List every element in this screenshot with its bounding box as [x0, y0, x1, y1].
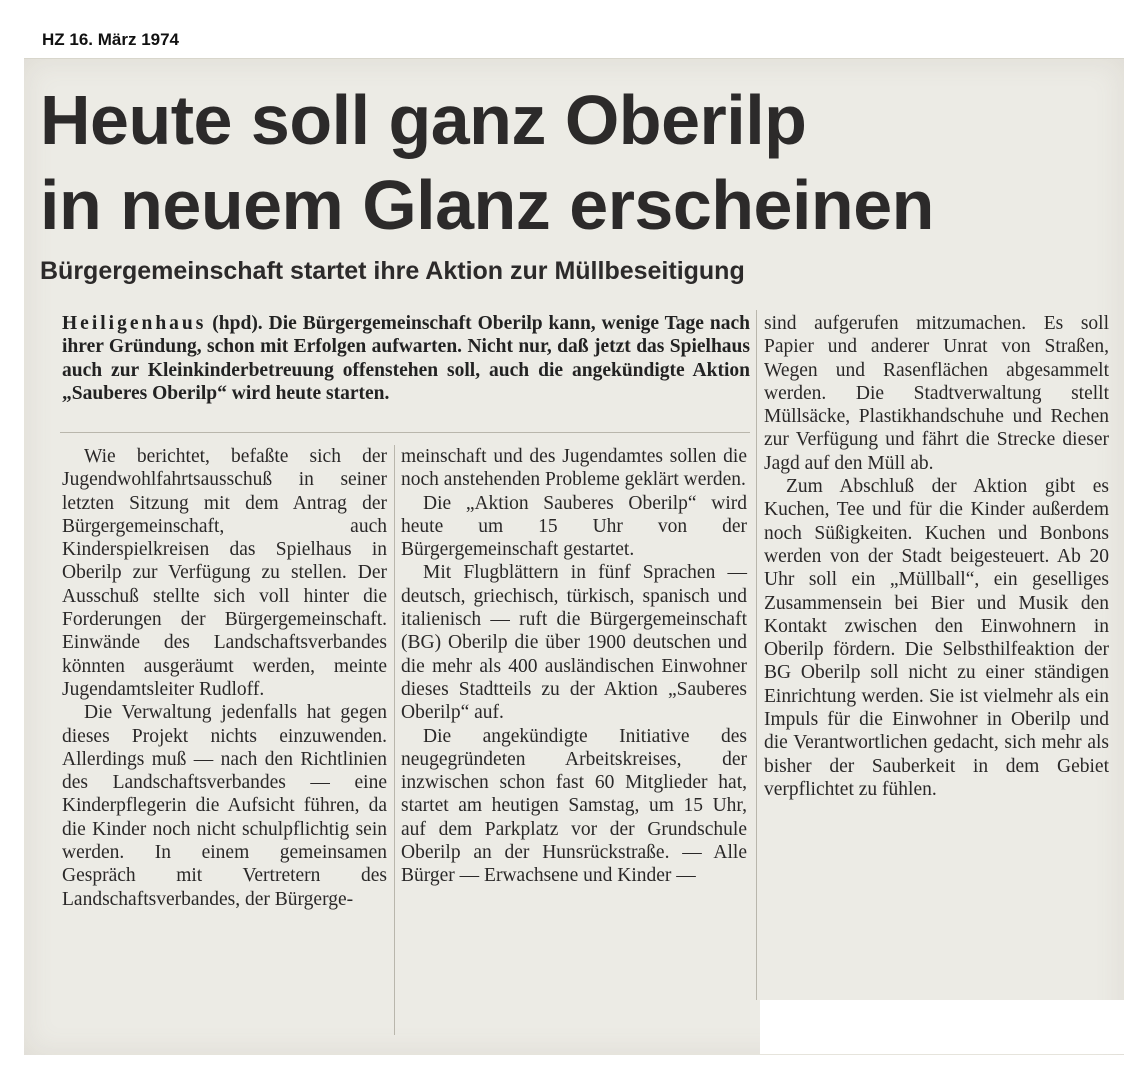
dateline: Heiligenhaus: [62, 313, 207, 334]
paragraph: sind aufgerufen mitzumachen. Es soll Papier und anderer Unrat von Straßen, Wegen und Rasenflächen abgesammelt werden. Die Stadtverwaltung stellt Müllsäcke, Plastikhandschuhe und Rechen zur Verfügung und fährt die Strecke dieser Jagd auf den Müll ab.: [764, 313, 1109, 474]
clipping-cutout: [760, 1000, 1124, 1054]
paragraph: Wie berichtet, befaßte sich der Jugendwohlfahrtsausschuß in seiner letzten Sitzung mit dem Antrag der Bürgergemeinschaft, auch Kinderspielkreisen das Spielhaus in Oberilp zur Verfügung zu stellen. Der Ausschuß stellte sich voll hinter die Forderungen der Bürgergemeinschaft. Einwände des Landschaftsverbandes könnten ausgeräumt werden, meinte Jugendamtsleiter Rudloff.: [62, 446, 387, 700]
article-column-2: [401, 445, 747, 888]
article-column-3: [764, 312, 1109, 801]
lead-paragraph: [62, 312, 750, 406]
column-divider: [394, 445, 395, 1035]
paragraph: Die Verwaltung jedenfalls hat gegen dieses Projekt nichts einzuwenden. Allerdings muß — nach den Richtlinien des Landschaftsverbandes — eine Kinderpflegerin die Aufsicht führen, da die Kinder noch nicht schulpflichtig sein werden. In einem gemeinsamen Gespräch mit Vertretern des Landschaftsverbandes, der Bürgerge-: [62, 702, 387, 910]
headline-line-1: Heute soll ganz Oberilp: [40, 81, 807, 159]
paragraph: Die „Aktion Sauberes Oberilp“ wird heute um 15 Uhr von der Bürgergemeinschaft gestartet.: [401, 492, 747, 561]
subheadline: Bürgergemeinschaft startet ihre Aktion zur Müllbeseitigung: [40, 257, 745, 285]
source-label: HZ 16. März 1974: [42, 30, 180, 49]
paragraph: Die angekündigte Initiative des neugegründeten Arbeitskreises, der inzwischen schon fast 60 Mitglieder hat, startet am heutigen Samstag, um 15 Uhr, auf dem Parkplatz vor der Grundschule Oberilp an der Hunsrückstraße. — Alle Bürger — Erwachsene und Kinder —: [401, 725, 747, 887]
lead-text: (hpd). Die Bürgergemeinschaft Oberilp kann, wenige Tage nach ihrer Gründung, schon mit Erfolgen aufwarten. Nicht nur, daß jetzt das Spielhaus auch zur Kleinkinderbetreuung offenstehen soll, auch die angekündigte Aktion „Sauberes Oberilp“ wird heute starten.: [62, 313, 750, 405]
article-column-1: [62, 445, 387, 911]
paragraph: Mit Flugblättern in fünf Sprachen — deutsch, griechisch, türkisch, spanisch und italienisch — ruft die Bürgergemeinschaft (BG) Oberilp die über 1900 deutschen und die mehr als 400 ausländischen Einwohner dieses Stadtteils zu der Aktion „Sauberes Oberilp“ auf.: [401, 562, 747, 724]
lead-divider: [60, 432, 750, 433]
headline-line-2: in neuem Glanz erscheinen: [40, 166, 934, 244]
column-divider: [756, 310, 757, 1000]
paragraph: meinschaft und des Jugendamtes sollen die noch anstehenden Probleme geklärt werden.: [401, 446, 747, 491]
paragraph: Zum Abschluß der Aktion gibt es Kuchen, Tee und für die Kinder außerdem noch Süßigkeiten. Kuchen und Bonbons werden von der Stadt beigesteuert. Ab 20 Uhr soll ein „Müllball“, ein geselliges Zusammensein bei Bier und Musik den Kontakt zwischen den Einwohnern in Oberilp fördern. Die Selbsthilfeaktion der BG Oberilp soll nicht zu einer ständigen Einrichtung werden. Sie ist vielmehr als ein Impuls für die Einwohner in Oberilp und die Verantwortlichen gedacht, sich mehr als bisher der Sauberkeit in dem Gebiet verpflichtet zu fühlen.: [764, 476, 1109, 800]
